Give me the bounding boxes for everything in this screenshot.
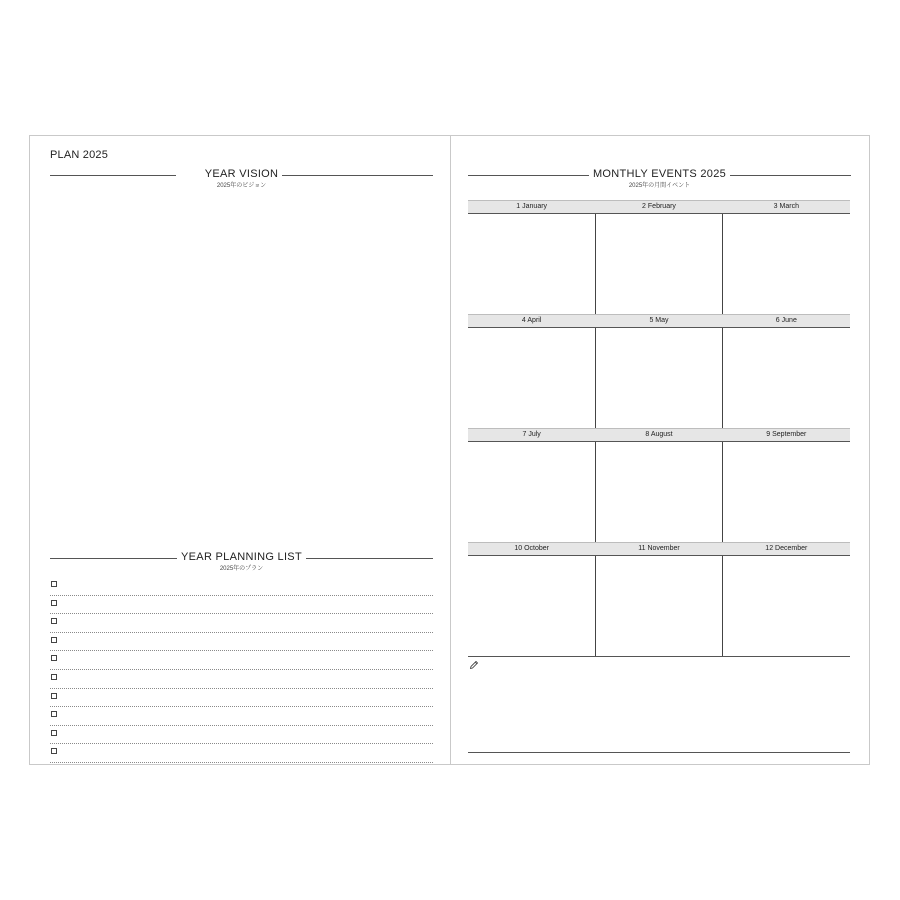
- planning-list-item[interactable]: [50, 633, 433, 652]
- month-label-april: 4 April: [521, 317, 542, 324]
- month-row: [468, 200, 850, 314]
- month-label-may: 5 May: [649, 317, 669, 324]
- checkbox[interactable]: [51, 618, 57, 624]
- month-row-header: [468, 542, 850, 556]
- month-cell-june[interactable]: [723, 328, 850, 428]
- planning-list-item[interactable]: [50, 689, 433, 708]
- planning-list-item[interactable]: [50, 744, 433, 763]
- months-grid: [468, 200, 850, 656]
- planning-list-item[interactable]: [50, 614, 433, 633]
- planning-list-item[interactable]: [50, 726, 433, 745]
- month-label-january: 1 January: [516, 203, 548, 210]
- planning-list-item[interactable]: [50, 651, 433, 670]
- year-planning-header: [50, 550, 433, 580]
- year-vision-header: [50, 167, 433, 197]
- year-vision-title: YEAR VISION: [201, 168, 283, 180]
- month-label-november: 11 November: [638, 545, 680, 552]
- month-cell-october[interactable]: [468, 556, 596, 656]
- month-cell-december[interactable]: [723, 556, 850, 656]
- month-label-december: 12 December: [765, 545, 808, 552]
- month-label-july: 7 July: [522, 431, 541, 438]
- planner-spread: [29, 135, 870, 765]
- month-cell-january[interactable]: [468, 214, 596, 314]
- year-planning-subtitle: 2025年のプラン: [219, 566, 264, 572]
- plan-title: PLAN 2025: [50, 149, 109, 161]
- month-label-september: 9 September: [766, 431, 807, 438]
- month-row-header: [468, 314, 850, 328]
- month-row: [468, 428, 850, 542]
- checkbox[interactable]: [51, 655, 57, 661]
- planning-list-item[interactable]: [50, 596, 433, 615]
- monthly-events-title: MONTHLY EVENTS 2025: [589, 168, 730, 180]
- month-row: [468, 542, 850, 656]
- checkbox[interactable]: [51, 600, 57, 606]
- month-cell-july[interactable]: [468, 442, 596, 542]
- page-spine: [450, 136, 451, 764]
- month-label-march: 3 March: [773, 203, 799, 210]
- month-row-header: [468, 200, 850, 214]
- year-planning-title: YEAR PLANNING LIST: [177, 551, 306, 563]
- checkbox[interactable]: [51, 730, 57, 736]
- checkbox[interactable]: [51, 748, 57, 754]
- months-bottom-rule: [468, 656, 850, 657]
- month-row-header: [468, 428, 850, 442]
- checkbox[interactable]: [51, 637, 57, 643]
- checkbox[interactable]: [51, 581, 57, 587]
- month-cell-august[interactable]: [596, 442, 724, 542]
- month-row: [468, 314, 850, 428]
- monthly-events-subtitle: 2025年の月間イベント: [628, 183, 691, 189]
- month-cell-february[interactable]: [596, 214, 724, 314]
- planning-list: [50, 577, 433, 763]
- month-cell-march[interactable]: [723, 214, 850, 314]
- notes-area[interactable]: [482, 658, 850, 750]
- month-label-august: 8 August: [645, 431, 673, 438]
- month-label-october: 10 October: [514, 545, 549, 552]
- month-cell-september[interactable]: [723, 442, 850, 542]
- month-cell-may[interactable]: [596, 328, 724, 428]
- year-vision-area[interactable]: [50, 198, 433, 538]
- checkbox[interactable]: [51, 711, 57, 717]
- month-label-june: 6 June: [775, 317, 797, 324]
- month-cell-november[interactable]: [596, 556, 724, 656]
- month-cell-april[interactable]: [468, 328, 596, 428]
- monthly-events-header: [468, 167, 851, 197]
- checkbox[interactable]: [51, 674, 57, 680]
- pencil-icon: [469, 660, 479, 670]
- month-label-february: 2 February: [642, 203, 676, 210]
- year-vision-subtitle: 2025年のビジョン: [216, 183, 267, 189]
- planning-list-item[interactable]: [50, 577, 433, 596]
- checkbox[interactable]: [51, 693, 57, 699]
- notes-bottom-rule: [468, 752, 850, 753]
- planning-list-item[interactable]: [50, 670, 433, 689]
- planning-list-item[interactable]: [50, 707, 433, 726]
